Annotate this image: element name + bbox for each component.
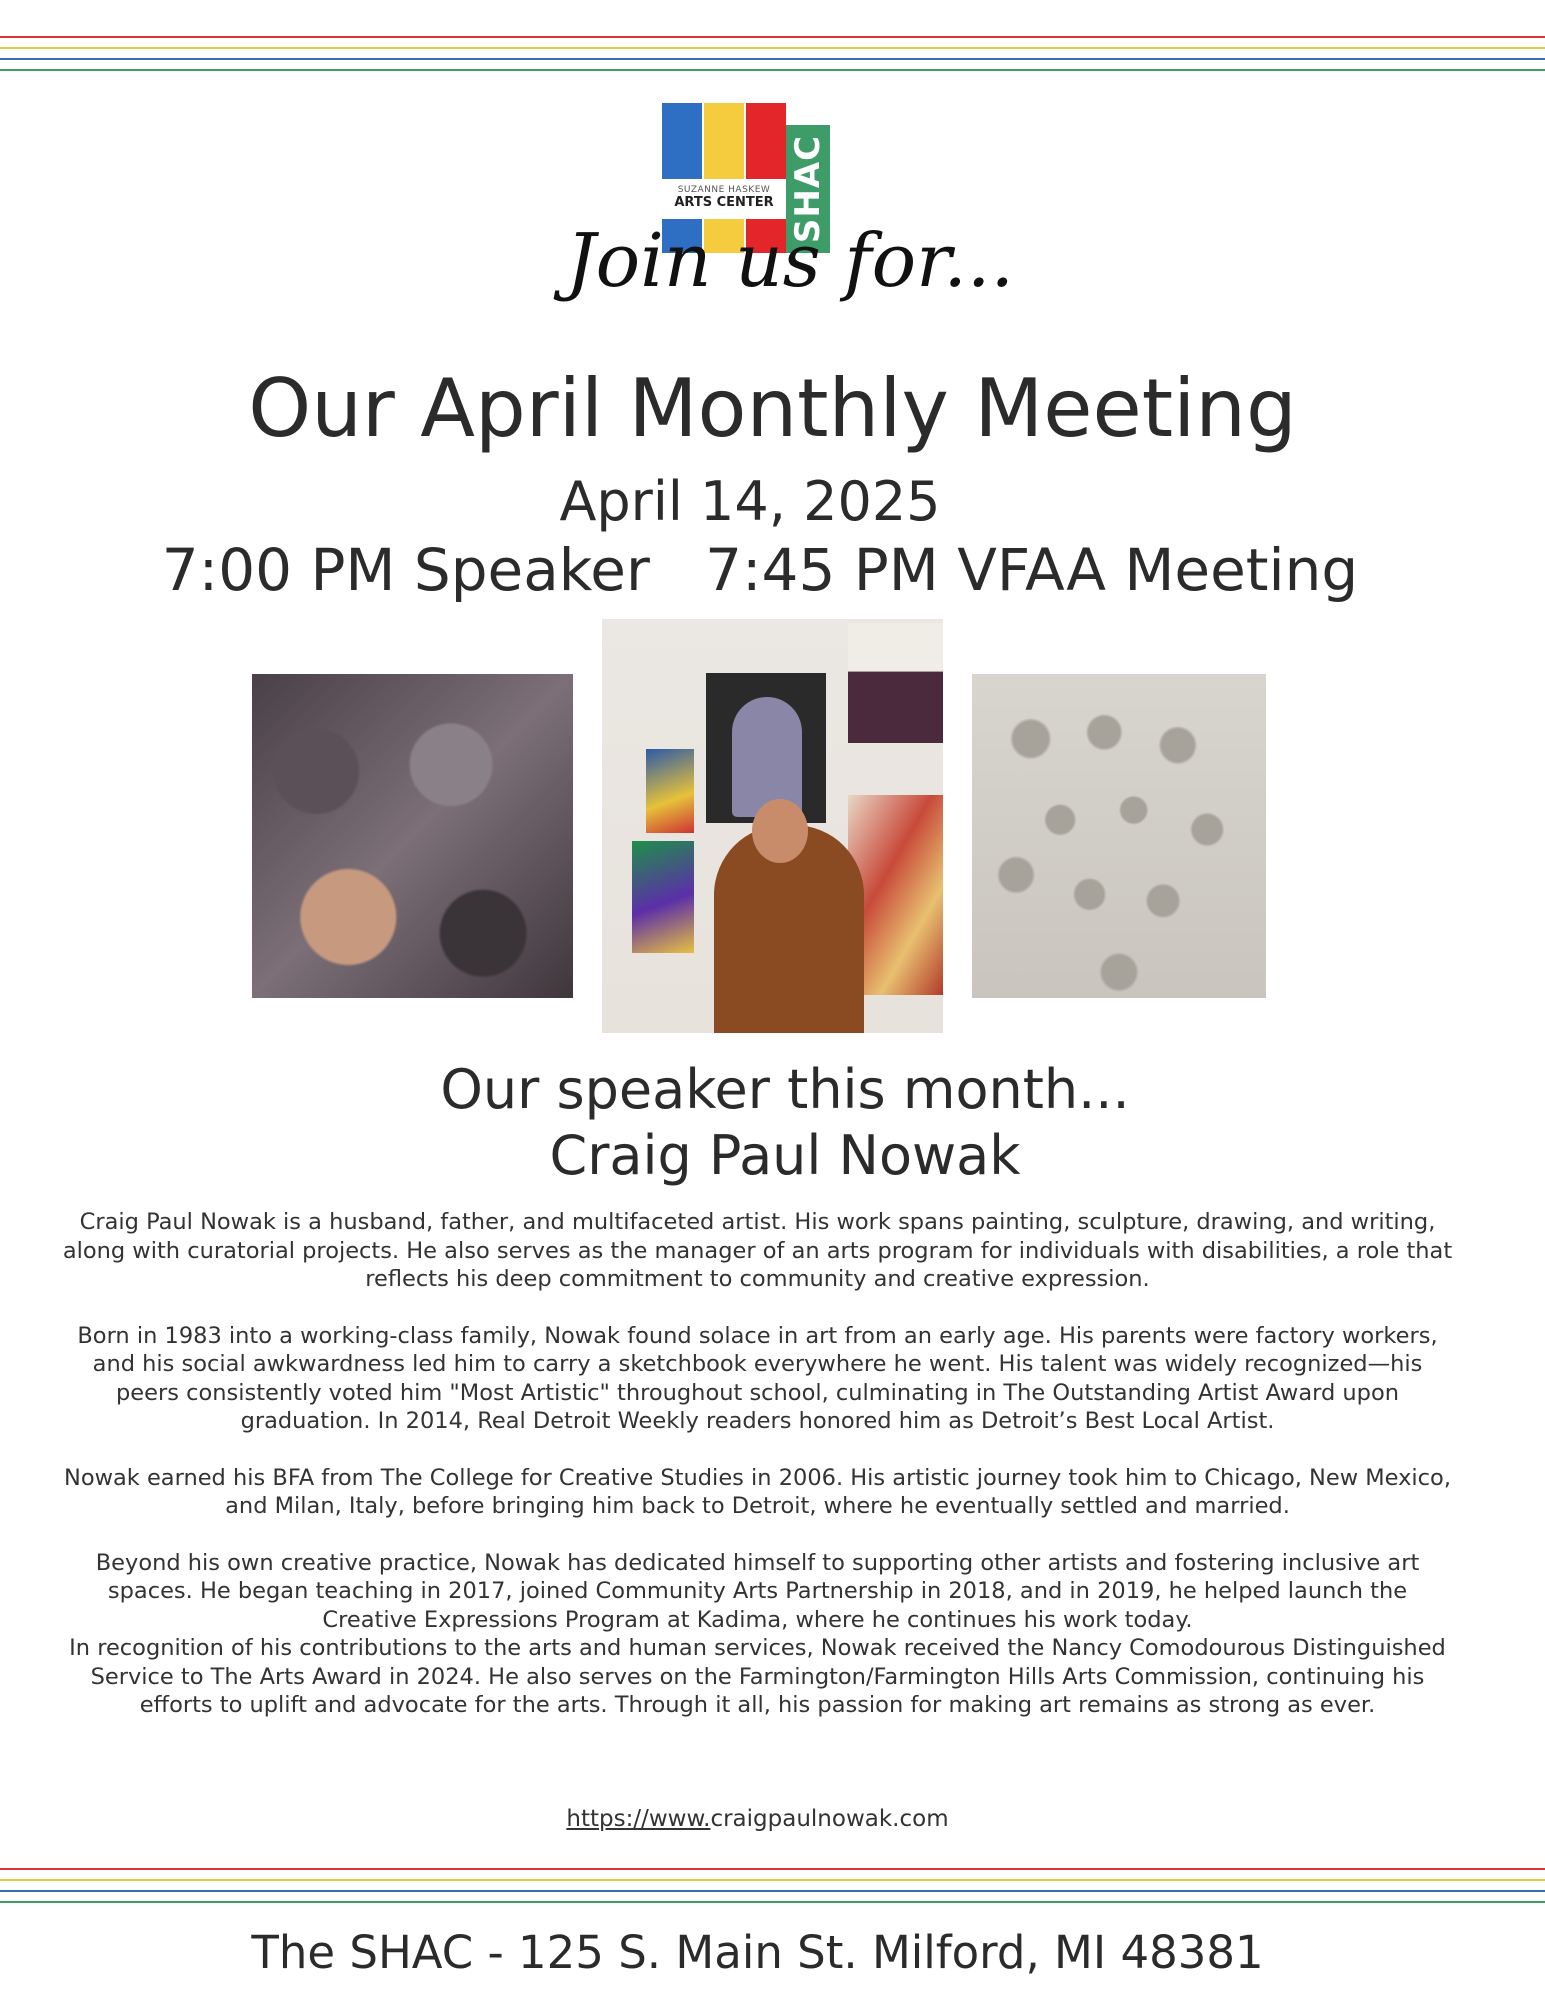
logo-caption — [662, 179, 786, 219]
logo-acronym: SHAC — [788, 134, 828, 244]
website-prefix[interactable]: https://www. — [566, 1806, 711, 1832]
speaker-heading: Our speaker this month... — [440, 1058, 1130, 1121]
stripe-green — [0, 1901, 1545, 1903]
artist-head — [752, 799, 808, 863]
bio-paragraph-2: Born in 1983 into a working-class family, Nowak found solace in art from an early age. His parents were factory workers, and his social awkwardness led him to carry a sketchbook everywhere he went. His talent was widely recognized—his peers consistently voted him "Most Artistic" throughout school, culminating in The Outstanding Artist Award upon graduation. In 2014, Real Detroit Weekly readers honored him as Detroit’s Best Local Artist. — [77, 1322, 1438, 1434]
stripe-green — [0, 69, 1545, 71]
painting-children-faces-image — [252, 674, 573, 998]
website-link[interactable] — [0, 1806, 1515, 1832]
top-stripes — [0, 36, 1545, 80]
join-us-script: Join us for... — [566, 218, 1014, 304]
gallery-painting-flowers — [848, 623, 943, 743]
stripe-red — [0, 1868, 1545, 1870]
gallery-painting-small — [646, 749, 694, 833]
gallery-painting-colorful — [632, 841, 694, 953]
bio-paragraph-3: Nowak earned his BFA from The College for Creative Studies in 2006. His artistic journey took him to Chicago, New Mexico, and Milan, Italy, before bringing him back to Detroit, where he eventually settled and married. — [64, 1464, 1451, 1519]
meeting-title: Our April Monthly Meeting — [248, 362, 1297, 455]
gallery-painting-figure — [732, 697, 802, 817]
meeting-date: April 14, 2025 — [559, 470, 941, 533]
bio-paragraph-1: Craig Paul Nowak is a husband, father, and multifaceted artist. His work spans painting, sculpture, drawing, and writing, along with curatorial projects. He also serves as the manager of an arts program for individuals with disabilities, a role that reflects his deep commitment to community and creative expression. — [62, 1209, 1453, 1292]
speaker-name: Craig Paul Nowak — [549, 1124, 1021, 1187]
logo-line1: SUZANNE HASKEW — [677, 185, 771, 195]
bio-paragraph-5: In recognition of his contributions to the arts and human services, Nowak received the Nancy Comodourous Distinguished Service to The Arts Award in 2024. He also serves on the Farmington/Farmington Hills Arts Commission, continuing his efforts to uplift and advocate for the arts. Through it all, his passion for making art remains as strong as ever. — [69, 1635, 1446, 1718]
sculpture-faces-wall-image — [972, 674, 1266, 998]
website-domain[interactable]: craigpaulnowak.com — [710, 1806, 949, 1832]
footer-address: The SHAC - 125 S. Main St. Milford, MI 48381 — [251, 1926, 1264, 1979]
stripe-blue — [0, 1890, 1545, 1892]
stripe-yellow — [0, 1879, 1545, 1881]
speaker-bio — [60, 1208, 1455, 1748]
artist-portrait-gallery-image — [602, 619, 943, 1033]
meeting-times: 7:00 PM Speaker 7:45 PM VFAA Meeting — [161, 536, 1359, 604]
bio-paragraph-4: Beyond his own creative practice, Nowak has dedicated himself to supporting other artists and fostering inclusive art spaces. He began teaching in 2017, joined Community Arts Partnership in 2018, and in 2019, he helped launch the Creative Expressions Program at Kadima, where he continues his work today. — [95, 1549, 1420, 1633]
stripe-yellow — [0, 47, 1545, 49]
logo-line2: ARTS CENTER — [674, 195, 774, 210]
stripe-red — [0, 36, 1545, 38]
bottom-stripes — [0, 1868, 1545, 1912]
stripe-blue — [0, 58, 1545, 60]
